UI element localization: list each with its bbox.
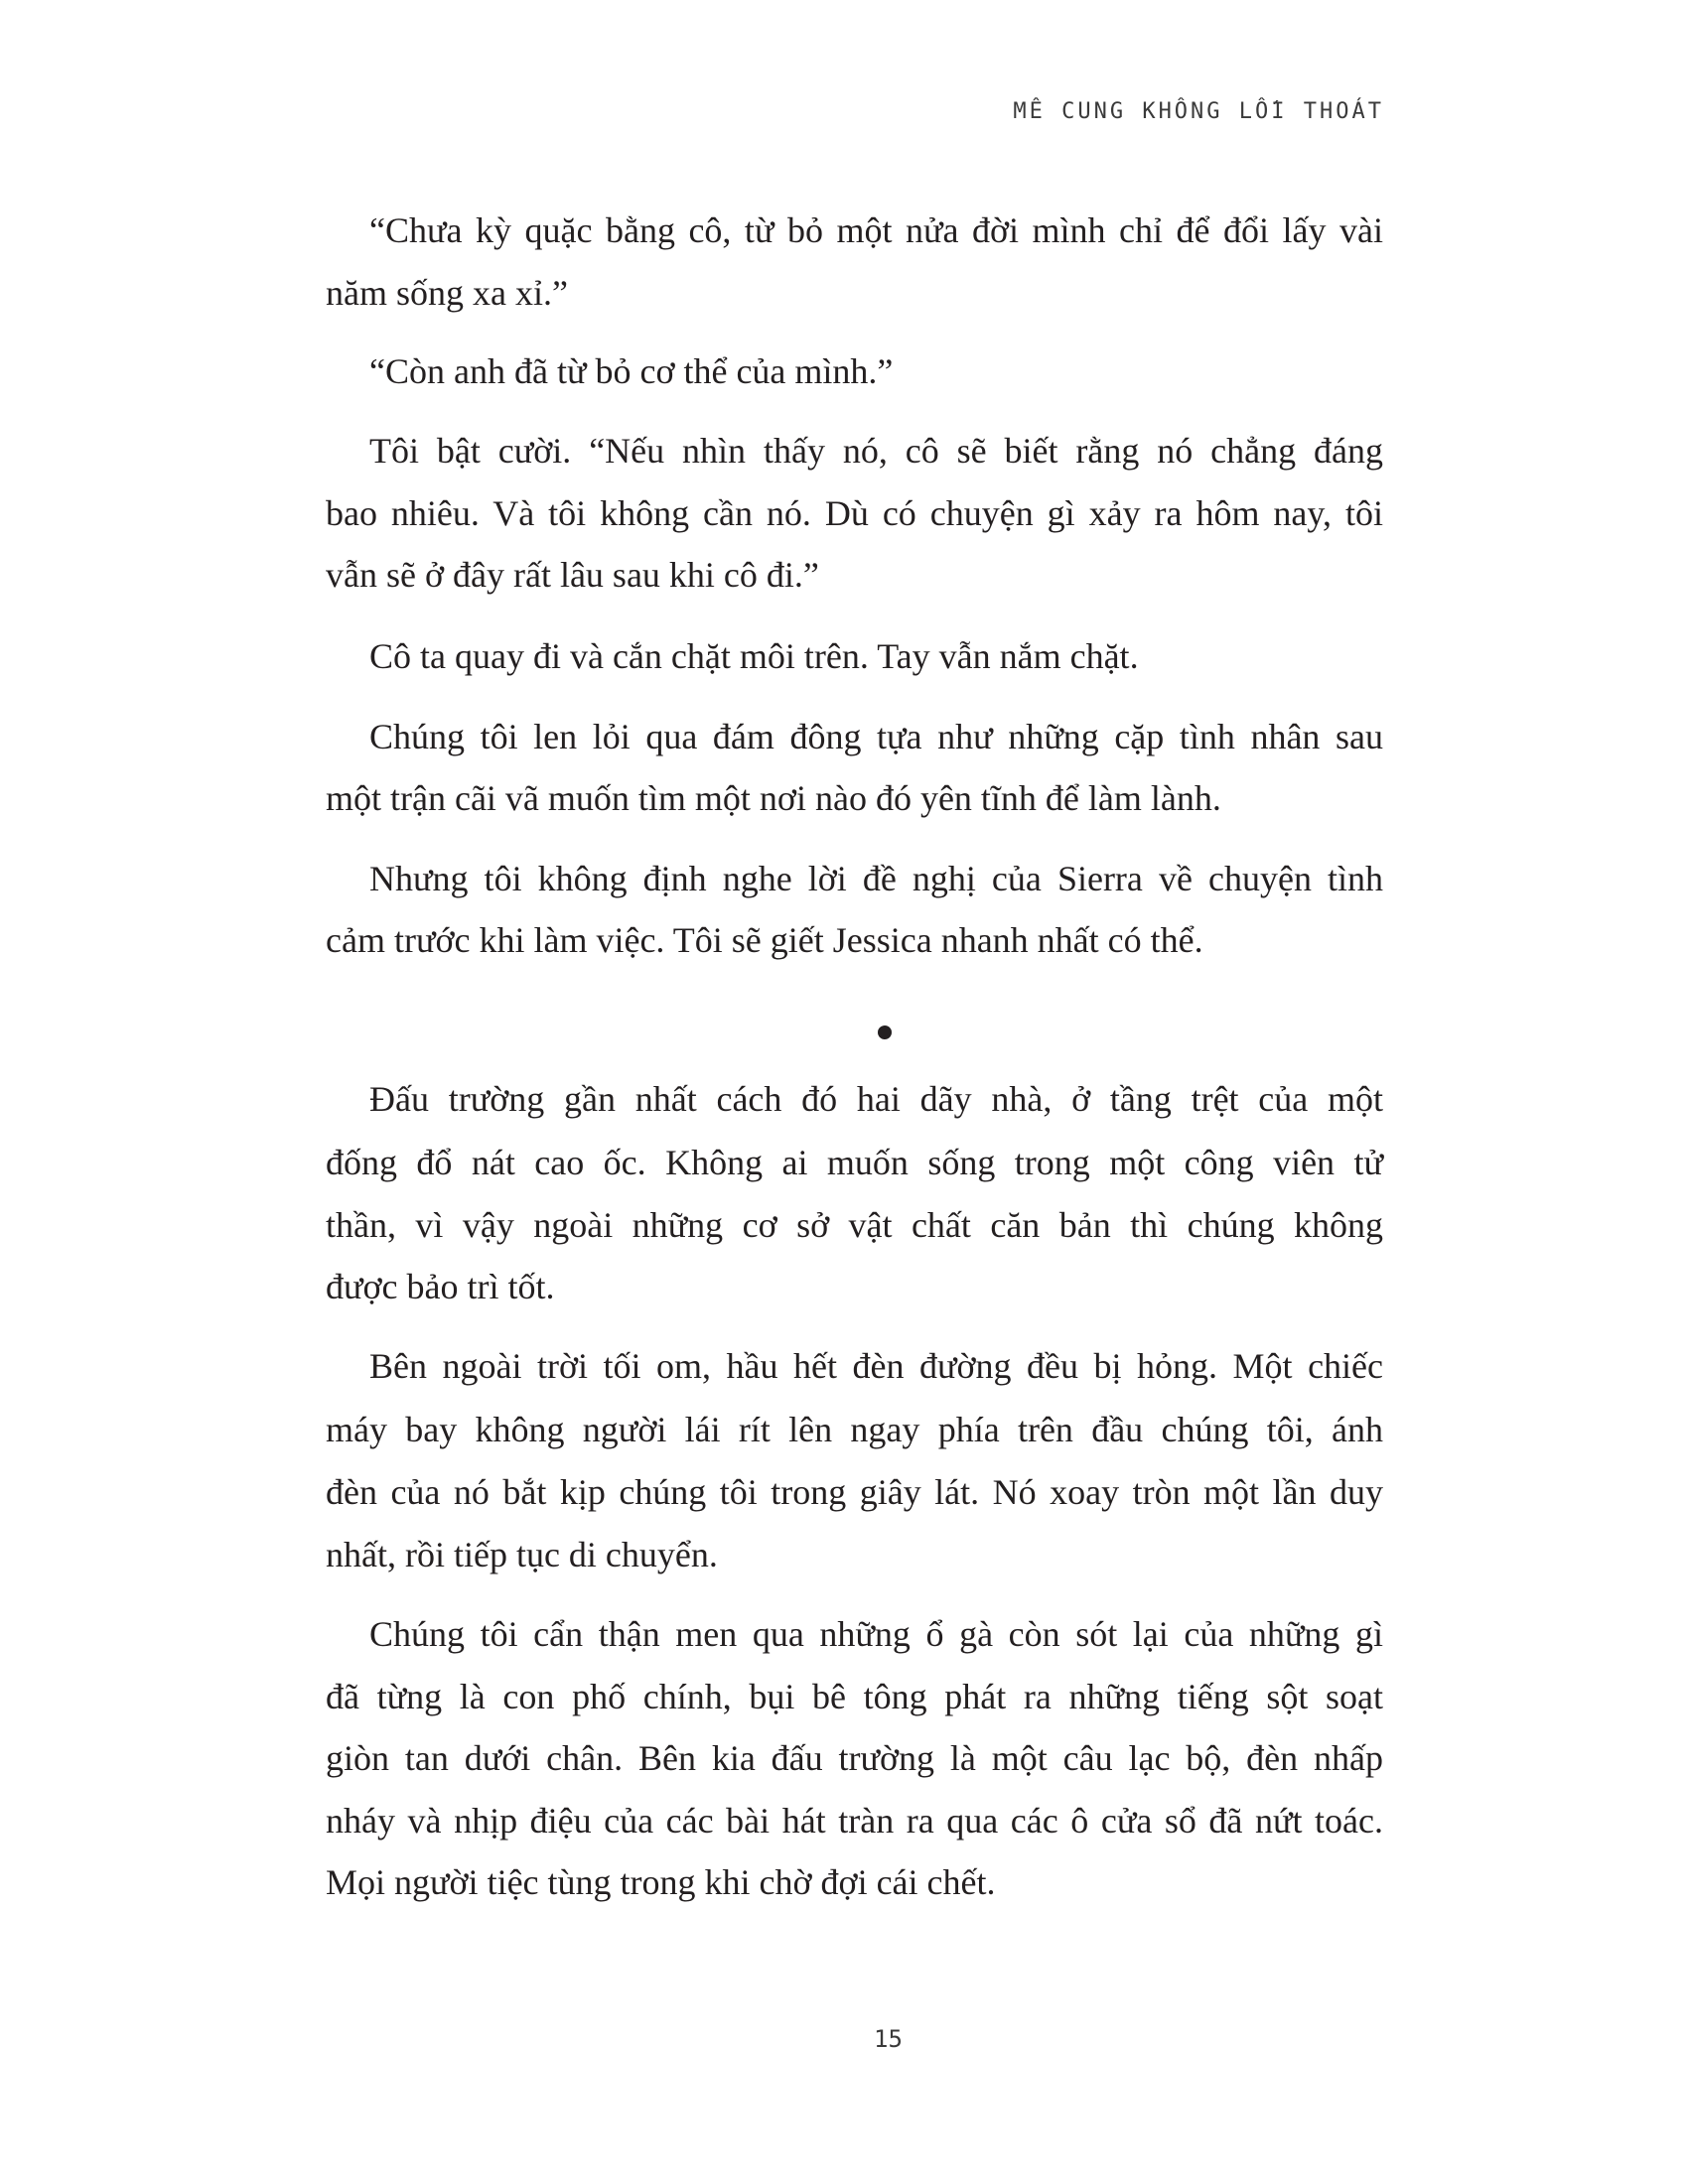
text-line: vẫn sẽ ở đây rất lâu sau khi cô đi.” [326,555,819,595]
text-line: Tôi bật cười. “Nếu nhìn thấy nó, cô sẽ biết rằng nó chẳng đáng [369,431,1383,471]
text-line: năm sống xa xỉ.” [326,273,568,313]
text-line: máy bay không người lái rít lên ngay phía trên đầu chúng tôi, ánh [326,1410,1383,1449]
running-header: MÊ CUNG KHÔNG LỐI THOÁT [1013,99,1384,124]
text-line: giòn tan dưới chân. Bên kia đấu trường là một câu lạc bộ, đèn nhấp [326,1738,1383,1778]
text-line: đã từng là con phố chính, bụi bê tông phát ra những tiếng sột soạt [326,1677,1383,1716]
text-line: đèn của nó bắt kịp chúng tôi trong giây lát. Nó xoay tròn một lần duy [326,1472,1383,1512]
text-line: nháy và nhịp điệu của các bài hát tràn ra qua các ô cửa sổ đã nứt toác. [326,1801,1383,1841]
text-line: bao nhiêu. Và tôi không cần nó. Dù có chuyện gì xảy ra hôm nay, tôi [326,493,1383,533]
text-line: Cô ta quay đi và cắn chặt môi trên. Tay vẫn nắm chặt. [369,636,1139,676]
text-line: Bên ngoài trời tối om, hầu hết đèn đường đều bị hỏng. Một chiếc [369,1346,1383,1386]
text-line: Mọi người tiệc tùng trong khi chờ đợi cái chết. [326,1862,996,1902]
page-number: 15 [874,2025,903,2053]
text-line: Nhưng tôi không định nghe lời đề nghị của Sierra về chuyện tình [369,859,1383,898]
text-line: đống đổ nát cao ốc. Không ai muốn sống trong một công viên tử [326,1143,1383,1182]
text-line: “Chưa kỳ quặc bằng cô, từ bỏ một nửa đời mình chỉ để đổi lấy vài [369,210,1383,250]
text-line: Đấu trường gần nhất cách đó hai dãy nhà, ở tầng trệt của một [369,1079,1383,1119]
text-line: một trận cãi vã muốn tìm một nơi nào đó yên tĩnh để làm lành. [326,778,1221,818]
text-line: “Còn anh đã từ bỏ cơ thể của mình.” [369,351,894,391]
text-line: thần, vì vậy ngoài những cơ sở vật chất căn bản thì chúng không [326,1205,1383,1245]
text-line: cảm trước khi làm việc. Tôi sẽ giết Jessica nhanh nhất có thể. [326,920,1203,960]
section-break-bullet-icon [878,1025,892,1039]
text-line: Chúng tôi cẩn thận men qua những ổ gà còn sót lại của những gì [369,1614,1383,1654]
text-line: Chúng tôi len lỏi qua đám đông tựa như những cặp tình nhân sau [369,717,1383,756]
text-line: được bảo trì tốt. [326,1267,555,1306]
text-line: nhất, rồi tiếp tục di chuyển. [326,1535,718,1574]
